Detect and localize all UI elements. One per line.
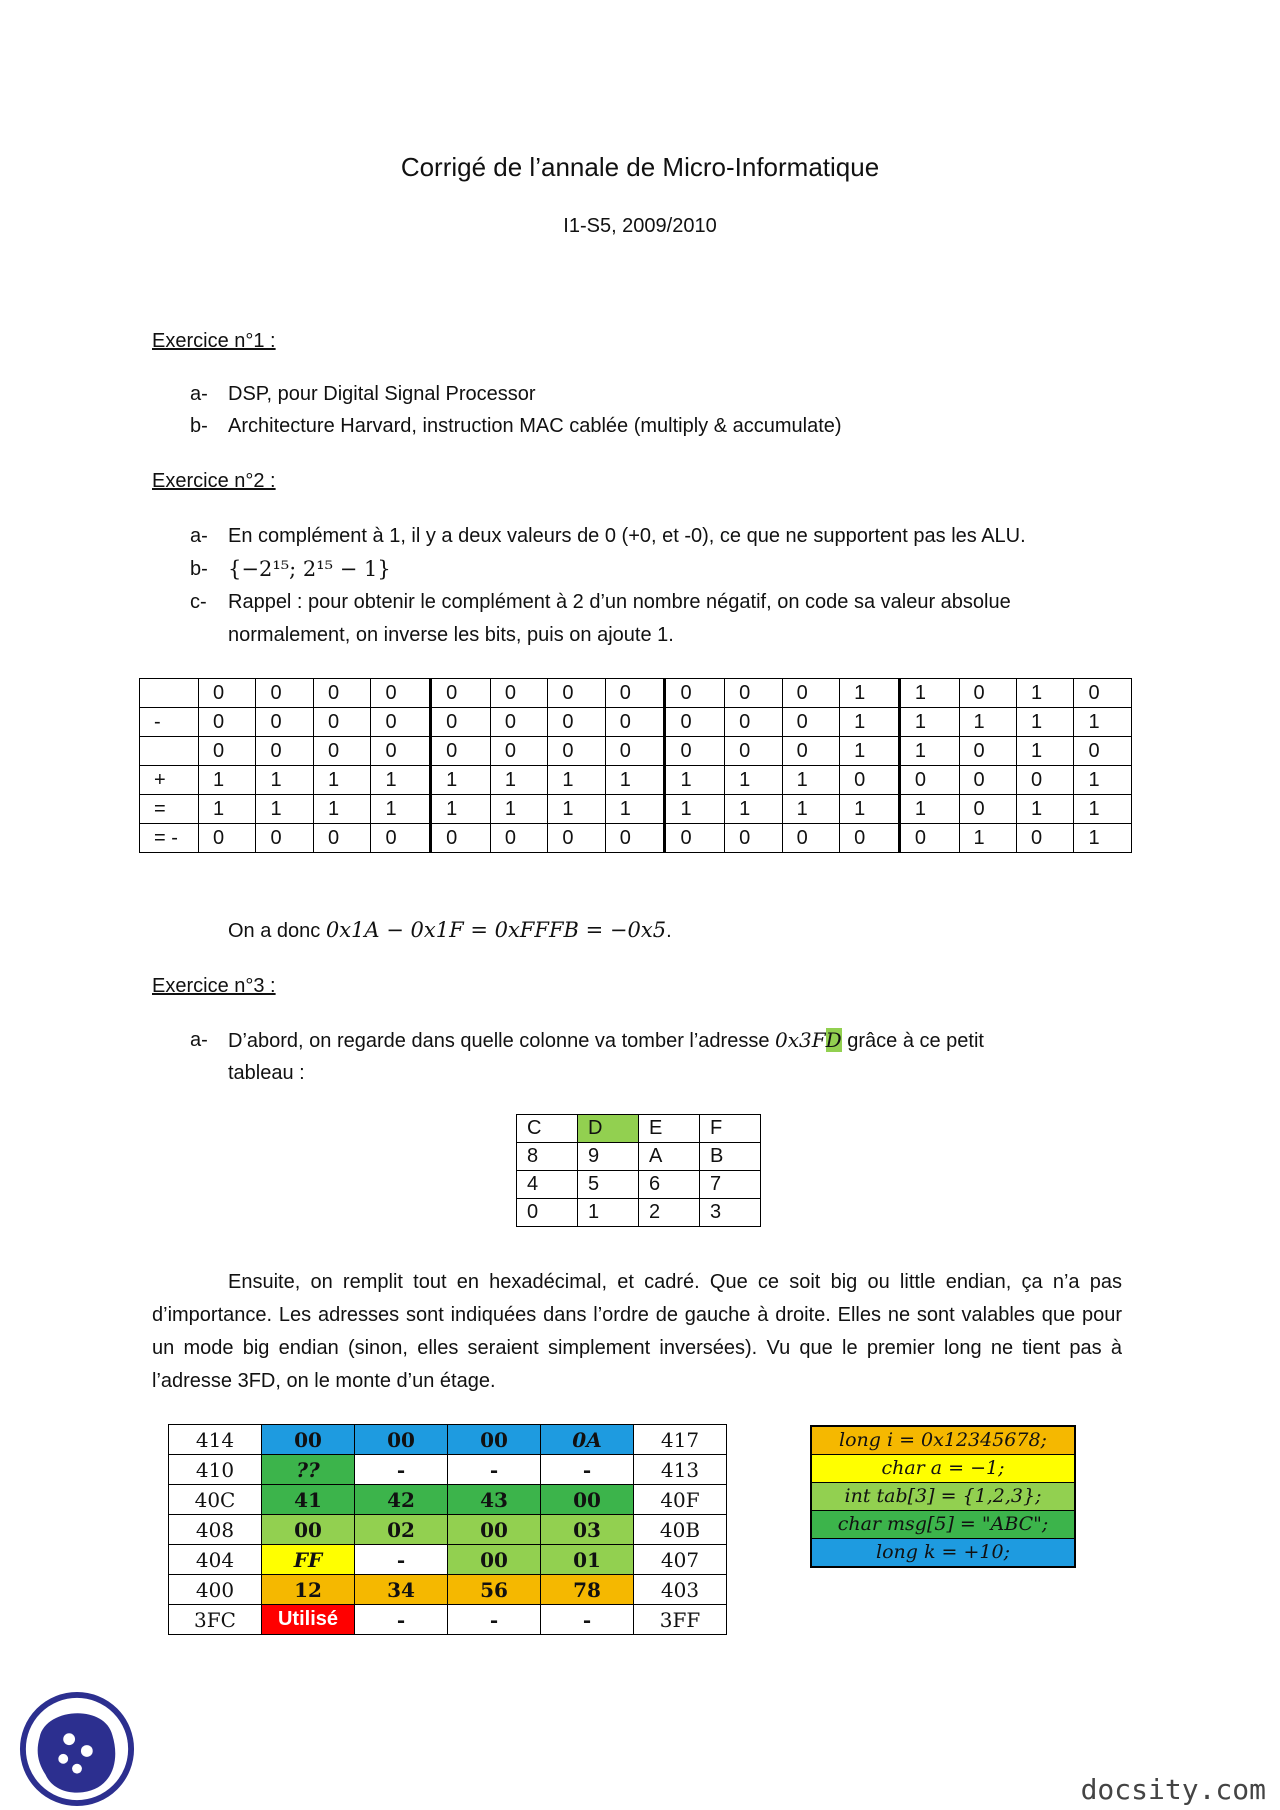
address-cell: 3FF <box>634 1605 727 1635</box>
list-text-prefix: D’abord, on regarde dans quelle colonne va tomber l’adresse <box>228 1030 776 1052</box>
bit-cell: 1 <box>782 766 839 795</box>
bit-cell: 0 <box>725 679 782 708</box>
bit-cell: 1 <box>1017 795 1074 824</box>
bit-cell: 1 <box>782 795 839 824</box>
address-cell: 414 <box>169 1425 262 1455</box>
bit-cell: 1 <box>1017 737 1074 766</box>
memory-byte-cell: - <box>448 1605 541 1635</box>
bit-cell: 1 <box>840 737 900 766</box>
bit-cell: 1 <box>605 766 665 795</box>
bit-cell: 0 <box>959 795 1016 824</box>
bit-cell: 0 <box>199 737 256 766</box>
memory-byte-cell: 03 <box>541 1515 634 1545</box>
conclusion-prefix: On a donc <box>228 920 326 942</box>
bit-cell: 0 <box>548 708 605 737</box>
table-row <box>140 795 1132 824</box>
memory-byte-cell: - <box>448 1455 541 1485</box>
bit-cell: 1 <box>840 795 900 824</box>
docsity-watermark: docsity.com <box>1080 1773 1266 1806</box>
bit-cell: 1 <box>548 795 605 824</box>
memory-byte-cell: 43 <box>448 1485 541 1515</box>
operator-cell: - <box>140 708 199 737</box>
bit-cell: 1 <box>1074 766 1132 795</box>
legend-entry: char msg[5] = "ABC"; <box>812 1511 1074 1539</box>
bit-cell: 0 <box>490 737 547 766</box>
hex-cell: 8 <box>517 1143 578 1171</box>
memory-byte-cell: 12 <box>262 1575 355 1605</box>
variable-legend <box>810 1425 1076 1568</box>
bit-cell: 1 <box>899 708 959 737</box>
hex-cell: E <box>639 1115 700 1143</box>
ex3-heading: Exercice n°3 : <box>152 975 276 997</box>
hex-cell: 9 <box>578 1143 639 1171</box>
memory-byte-cell: - <box>355 1455 448 1485</box>
ex3-item-a-cont: tableau : <box>228 1062 305 1084</box>
bit-cell: 0 <box>548 824 605 853</box>
ex2-item-c <box>190 586 1011 618</box>
memory-byte-cell: 00 <box>448 1545 541 1575</box>
memory-byte-cell: 00 <box>262 1515 355 1545</box>
memory-byte-cell: 00 <box>448 1515 541 1545</box>
legend-entry: char a = −1; <box>812 1455 1074 1483</box>
bit-cell: 1 <box>256 795 313 824</box>
bit-cell: 1 <box>431 766 491 795</box>
bit-cell: 1 <box>199 795 256 824</box>
bit-cell: 1 <box>959 824 1016 853</box>
hex-cell: 5 <box>578 1171 639 1199</box>
bit-cell: 0 <box>605 708 665 737</box>
bit-cell: 0 <box>256 679 313 708</box>
address-cell: 417 <box>634 1425 727 1455</box>
bit-cell: 0 <box>490 824 547 853</box>
page-title: Corrigé de l’annale de Micro-Informatique <box>400 152 880 182</box>
bit-cell: 1 <box>490 766 547 795</box>
bit-cell: 0 <box>431 737 491 766</box>
hex-cell: F <box>700 1115 761 1143</box>
bit-cell: 0 <box>256 708 313 737</box>
bit-cell: 0 <box>782 708 839 737</box>
memory-byte-cell: 41 <box>262 1485 355 1515</box>
bit-cell: 0 <box>1074 679 1132 708</box>
conclusion-suffix: . <box>666 920 672 942</box>
bit-cell: 1 <box>725 795 782 824</box>
bit-cell: 1 <box>605 795 665 824</box>
range-formula: {−2¹⁵; 2¹⁵ − 1} <box>228 557 391 581</box>
memory-byte-cell: 00 <box>262 1425 355 1455</box>
memory-byte-cell: - <box>355 1605 448 1635</box>
bit-cell: 1 <box>1074 824 1132 853</box>
table-row <box>517 1115 761 1143</box>
bit-cell: 0 <box>199 679 256 708</box>
list-marker: a- <box>190 1029 208 1051</box>
table-row <box>517 1171 761 1199</box>
memory-byte-cell: 01 <box>541 1545 634 1575</box>
bit-cell: 0 <box>782 824 839 853</box>
bit-cell: 0 <box>313 679 370 708</box>
memory-byte-cell: 00 <box>541 1485 634 1515</box>
hex-cell: 0 <box>517 1199 578 1227</box>
table-row <box>169 1605 727 1635</box>
address-cell: 40C <box>169 1485 262 1515</box>
memory-byte-cell: 56 <box>448 1575 541 1605</box>
address-cell: 410 <box>169 1455 262 1485</box>
address-cell: 403 <box>634 1575 727 1605</box>
operator-cell <box>140 679 199 708</box>
bit-cell: 1 <box>1074 708 1132 737</box>
ex1-heading: Exercice n°1 : <box>152 330 276 352</box>
bit-cell: 1 <box>313 766 370 795</box>
bit-cell: 1 <box>490 795 547 824</box>
memory-byte-cell: 42 <box>355 1485 448 1515</box>
hex-cell: A <box>639 1143 700 1171</box>
table-row <box>169 1545 727 1575</box>
bit-cell: 0 <box>959 766 1016 795</box>
operator-cell <box>140 737 199 766</box>
list-marker: b- <box>190 558 208 580</box>
table-row <box>140 737 1132 766</box>
address-highlight: D <box>825 1028 842 1052</box>
address-cell: 408 <box>169 1515 262 1545</box>
address-cell: 3FC <box>169 1605 262 1635</box>
address-part: 0x3F <box>775 1028 826 1052</box>
ex3-item-a <box>190 1024 984 1057</box>
table-row <box>140 766 1132 795</box>
list-text <box>228 1024 984 1057</box>
ex3-paragraph: Ensuite, on remplit tout en hexadécimal, et cadré. Que ce soit big ou little endian, ça n’a pas d’importance. Les adresses sont indiquées dans l’ordre de gauche à droite. Elles ne sont valables que pour un mode big endian (sinon, elles seraient simplement inversées). Vu que le premier long ne tient pas à l’adresse 3FD, on le monte d’un étage. <box>152 1271 1122 1392</box>
bit-cell: 0 <box>431 679 491 708</box>
address-cell: 400 <box>169 1575 262 1605</box>
list-marker: b- <box>190 415 208 437</box>
address-cell: 407 <box>634 1545 727 1575</box>
memory-byte-cell: ?? <box>262 1455 355 1485</box>
legend-entry: long k = +10; <box>812 1539 1074 1566</box>
bit-cell: 1 <box>665 795 725 824</box>
bit-cell: 1 <box>840 679 900 708</box>
operator-cell: = - <box>140 824 199 853</box>
table-row <box>517 1199 761 1227</box>
memory-byte-cell: 00 <box>355 1425 448 1455</box>
legend-entry: int tab[3] = {1,2,3}; <box>812 1483 1074 1511</box>
bit-cell: 0 <box>199 708 256 737</box>
legend-entry: long i = 0x12345678; <box>812 1427 1074 1455</box>
hex-cell: D <box>578 1115 639 1143</box>
ex2-item-a <box>190 520 1026 552</box>
bit-cell: 1 <box>1017 708 1074 737</box>
operator-cell: + <box>140 766 199 795</box>
bit-cell: 1 <box>1017 679 1074 708</box>
bit-cell: 0 <box>313 824 370 853</box>
address-cell: 40B <box>634 1515 727 1545</box>
bit-cell: 1 <box>899 795 959 824</box>
bit-cell: 0 <box>725 824 782 853</box>
memory-byte-cell: 02 <box>355 1515 448 1545</box>
list-text: En complément à 1, il y a deux valeurs de 0 (+0, et -0), ce que ne supportent pas les ALU. <box>228 525 1026 547</box>
bit-cell: 0 <box>959 737 1016 766</box>
bit-cell: 0 <box>490 679 547 708</box>
bit-cell: 1 <box>548 766 605 795</box>
memory-byte-cell: 0A <box>541 1425 634 1455</box>
list-marker: a- <box>190 383 208 405</box>
bit-cell: 0 <box>665 679 725 708</box>
address-cell: 40F <box>634 1485 727 1515</box>
bit-cell: 0 <box>1017 766 1074 795</box>
bit-cell: 0 <box>371 824 431 853</box>
bit-cell: 0 <box>665 824 725 853</box>
bit-cell: 0 <box>256 737 313 766</box>
bit-cell: 1 <box>431 795 491 824</box>
hex-cell: B <box>700 1143 761 1171</box>
bit-cell: 1 <box>840 708 900 737</box>
bit-cell: 1 <box>256 766 313 795</box>
memory-byte-cell: 78 <box>541 1575 634 1605</box>
bit-cell: 0 <box>959 679 1016 708</box>
bit-cell: 0 <box>548 679 605 708</box>
address-cell: 404 <box>169 1545 262 1575</box>
bit-cell: 0 <box>371 708 431 737</box>
bit-cell: 1 <box>1074 795 1132 824</box>
bit-cell: 1 <box>899 737 959 766</box>
page-subtitle: I1-S5, 2009/2010 <box>563 215 717 237</box>
bit-cell: 0 <box>665 737 725 766</box>
operator-cell: = <box>140 795 199 824</box>
docsity-logo-icon <box>18 1690 136 1808</box>
bit-cell: 0 <box>782 737 839 766</box>
bit-cell: 1 <box>665 766 725 795</box>
conclusion-formula: 0x1A − 0x1F = 0xFFFB = −0x5 <box>325 918 667 942</box>
bit-cell: 0 <box>725 708 782 737</box>
ex1-item-b <box>190 410 842 442</box>
list-text: DSP, pour Digital Signal Processor <box>228 383 536 405</box>
bit-cell: 0 <box>1017 824 1074 853</box>
bit-cell: 0 <box>313 708 370 737</box>
ex2-item-c-cont: normalement, on inverse les bits, puis on ajoute 1. <box>228 624 674 646</box>
bit-cell: 0 <box>899 766 959 795</box>
bit-cell: 1 <box>371 766 431 795</box>
ex1-item-a <box>190 378 536 410</box>
memory-byte-cell: Utilisé <box>262 1605 355 1635</box>
list-text-suffix: grâce à ce petit <box>841 1030 984 1052</box>
table-row <box>169 1515 727 1545</box>
list-text: Rappel : pour obtenir le complément à 2 d’un nombre négatif, on code sa valeur absolue <box>228 591 1011 613</box>
table-row <box>169 1575 727 1605</box>
ex2-heading: Exercice n°2 : <box>152 470 276 492</box>
bit-cell: 0 <box>840 766 900 795</box>
memory-layout-table <box>168 1424 727 1635</box>
bit-cell: 1 <box>959 708 1016 737</box>
bit-cell: 1 <box>725 766 782 795</box>
hex-column-table <box>516 1114 761 1227</box>
table-row <box>140 679 1132 708</box>
bit-cell: 0 <box>313 737 370 766</box>
table-row <box>140 708 1132 737</box>
memory-byte-cell: - <box>541 1605 634 1635</box>
memory-byte-cell: - <box>541 1455 634 1485</box>
bit-cell: 0 <box>199 824 256 853</box>
bit-cell: 0 <box>371 679 431 708</box>
table-row <box>169 1485 727 1515</box>
hex-cell: 2 <box>639 1199 700 1227</box>
table-row <box>169 1455 727 1485</box>
bit-cell: 0 <box>256 824 313 853</box>
list-text: Architecture Harvard, instruction MAC cablée (multiply & accumulate) <box>228 415 842 437</box>
hex-cell: 4 <box>517 1171 578 1199</box>
table-row <box>140 824 1132 853</box>
ex2-item-b <box>190 553 391 585</box>
bit-cell: 0 <box>725 737 782 766</box>
hex-cell: 1 <box>578 1199 639 1227</box>
bit-cell: 0 <box>605 679 665 708</box>
bit-cell: 0 <box>605 737 665 766</box>
bit-cell: 1 <box>899 679 959 708</box>
binary-subtraction-table <box>139 678 1132 853</box>
bit-cell: 0 <box>490 708 547 737</box>
list-marker: a- <box>190 525 208 547</box>
table-row <box>169 1425 727 1455</box>
bit-cell: 1 <box>371 795 431 824</box>
bit-cell: 0 <box>840 824 900 853</box>
hex-cell: 7 <box>700 1171 761 1199</box>
memory-byte-cell: 00 <box>448 1425 541 1455</box>
bit-cell: 0 <box>1074 737 1132 766</box>
table-row <box>517 1143 761 1171</box>
hex-cell: 6 <box>639 1171 700 1199</box>
ex2-conclusion <box>228 918 672 943</box>
memory-byte-cell: - <box>355 1545 448 1575</box>
address-formula <box>775 1028 842 1052</box>
list-marker: c- <box>190 591 207 613</box>
bit-cell: 0 <box>665 708 725 737</box>
bit-cell: 0 <box>782 679 839 708</box>
bit-cell: 0 <box>899 824 959 853</box>
memory-byte-cell: FF <box>262 1545 355 1575</box>
bit-cell: 1 <box>199 766 256 795</box>
bit-cell: 0 <box>605 824 665 853</box>
bit-cell: 0 <box>371 737 431 766</box>
bit-cell: 0 <box>431 708 491 737</box>
bit-cell: 0 <box>431 824 491 853</box>
bit-cell: 0 <box>548 737 605 766</box>
hex-cell: C <box>517 1115 578 1143</box>
bit-cell: 1 <box>313 795 370 824</box>
hex-cell: 3 <box>700 1199 761 1227</box>
address-cell: 413 <box>634 1455 727 1485</box>
memory-byte-cell: 34 <box>355 1575 448 1605</box>
